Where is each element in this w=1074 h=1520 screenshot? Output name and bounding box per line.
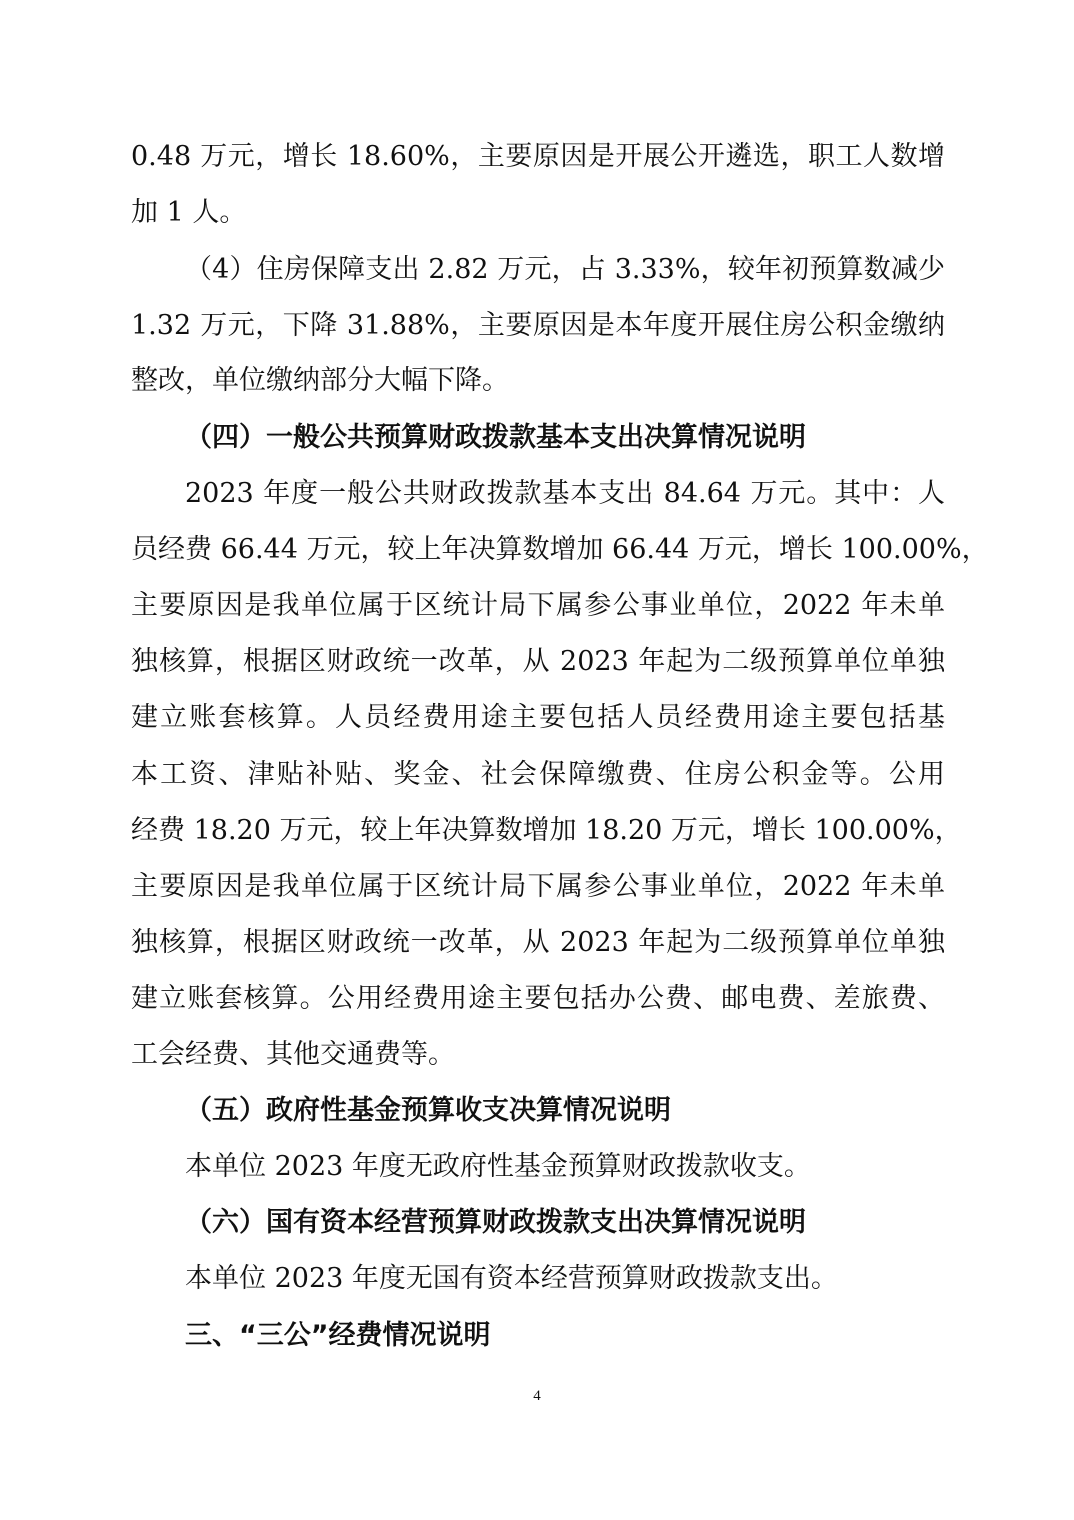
paragraph-line: 1.32 万元，下降 31.88%，主要原因是本年度开展住房公积金缴纳 <box>131 310 945 341</box>
paragraph-line: 独核算，根据区财政统一改革，从 2023 年起为二级预算单位单独 <box>131 927 945 958</box>
paragraph-line: 独核算，根据区财政统一改革，从 2023 年起为二级预算单位单独 <box>131 646 945 677</box>
paragraph-line: 员经费 66.44 万元，较上年决算数增加 66.44 万元，增长 100.00%， <box>131 534 989 565</box>
paragraph-line: 加 1 人。 <box>131 197 247 228</box>
paragraph-line: 本单位 2023 年度无政府性基金预算财政拨款收支。 <box>185 1151 811 1182</box>
section-heading: 三、“三公”经费情况说明 <box>185 1320 491 1351</box>
paragraph-line: 本单位 2023 年度无国有资本经营预算财政拨款支出。 <box>185 1263 838 1294</box>
paragraph-line: 整改，单位缴纳部分大幅下降。 <box>131 365 509 396</box>
paragraph-line: 工会经费、其他交通费等。 <box>131 1039 455 1070</box>
paragraph-line: 主要原因是我单位属于区统计局下属参公事业单位，2022 年未单 <box>131 590 945 621</box>
section-heading: （五）政府性基金预算收支决算情况说明 <box>185 1095 671 1126</box>
section-heading: （六）国有资本经营预算财政拨款支出决算情况说明 <box>185 1207 806 1238</box>
section-heading: （四）一般公共预算财政拨款基本支出决算情况说明 <box>185 422 806 453</box>
paragraph-line: 经费 18.20 万元，较上年决算数增加 18.20 万元，增长 100.00%， <box>131 815 962 846</box>
paragraph-line: 本工资、津贴补贴、奖金、社会保障缴费、住房公积金等。公用 <box>131 759 945 790</box>
paragraph-line: （4）住房保障支出 2.82 万元，占 3.33%，较年初预算数减少 <box>185 254 945 285</box>
paragraph-line: 0.48 万元，增长 18.60%，主要原因是开展公开遴选，职工人数增 <box>131 141 945 172</box>
paragraph-line: 2023 年度一般公共财政拨款基本支出 84.64 万元。其中：人 <box>185 478 945 509</box>
page-number: 4 <box>533 1388 541 1404</box>
paragraph-line: 主要原因是我单位属于区统计局下属参公事业单位，2022 年未单 <box>131 871 945 902</box>
paragraph-line: 建立账套核算。人员经费用途主要包括人员经费用途主要包括基 <box>131 702 945 733</box>
paragraph-line: 建立账套核算。公用经费用途主要包括办公费、邮电费、差旅费、 <box>131 983 945 1014</box>
